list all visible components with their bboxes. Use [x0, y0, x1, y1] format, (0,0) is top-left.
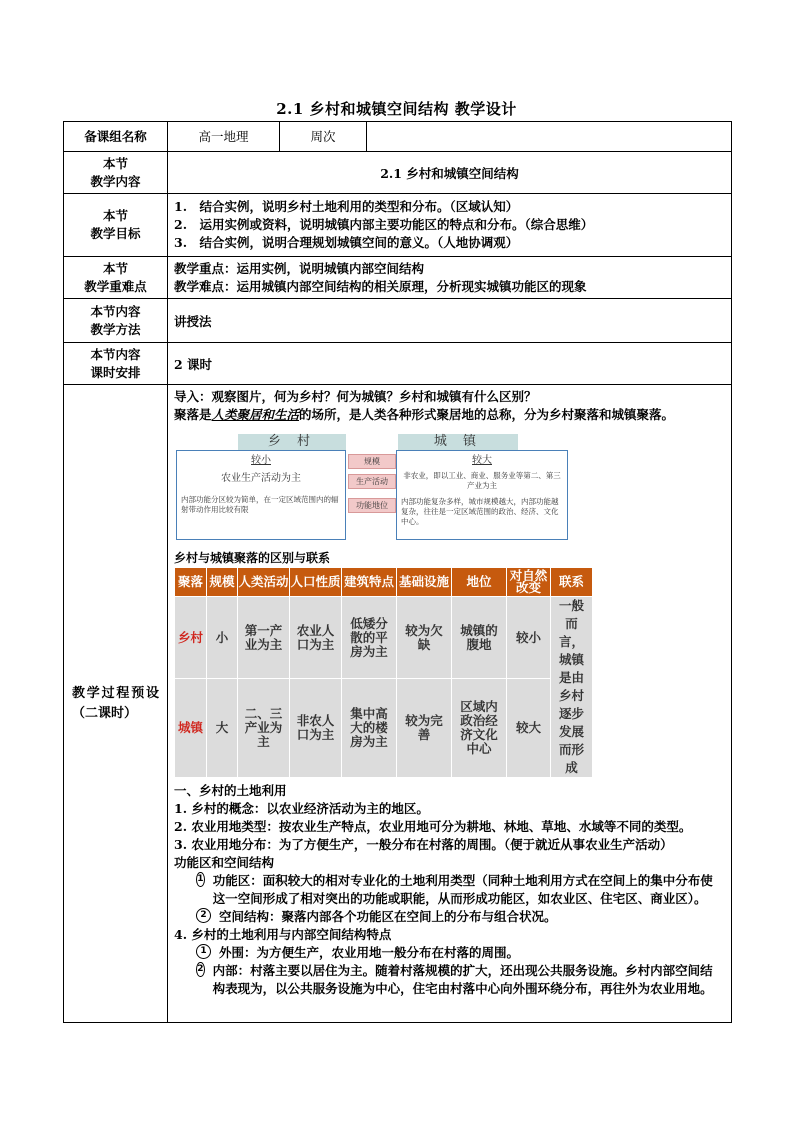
mid-label: 规模: [348, 454, 396, 469]
comparison-table: [174, 567, 593, 778]
table-cell: 大: [207, 679, 238, 778]
table-row: [175, 679, 593, 778]
table-cell: 二、三产业为主: [238, 679, 290, 778]
table-header: 基础设施: [397, 568, 452, 597]
mid-label: 生产活动: [348, 474, 396, 489]
subheading: 功能区和空间结构: [174, 855, 275, 870]
group-label: 备课组名称: [64, 122, 168, 152]
table-header: 人口性质: [290, 568, 342, 597]
table-header: 聚落: [175, 568, 207, 597]
table-cell-link: 一般而言，城镇是由乡村逐步发展而形成: [551, 597, 593, 778]
intro-text: 导入：观察图片，何为乡村？何为城镇？乡村和城镇有什么区别？: [174, 389, 537, 404]
paragraph: 1. 乡村的概念：以农业经济活动为主的地区。: [174, 801, 429, 816]
table-header: 建筑特点: [342, 568, 397, 597]
village-title: 乡 村: [238, 434, 346, 450]
table-cell: 较为完善: [397, 679, 452, 778]
table-header: 人类活动: [238, 568, 290, 597]
week-label: 周次: [280, 122, 367, 152]
mid-label: 功能地位: [348, 498, 396, 513]
process-content: [168, 385, 732, 1023]
keypoint-item: 教学重点：运用实例，说明城镇内部空间结构: [174, 260, 425, 276]
table-header: 联系: [551, 568, 593, 597]
table-header: 对自然改变: [507, 568, 551, 597]
goal-item: 1. 结合实例，说明乡村土地利用的类型和分布。（区域认知）: [174, 199, 519, 214]
process-label: 教学过程预设（二课时）: [64, 385, 168, 1023]
table-cell: 较为欠缺: [397, 597, 452, 679]
group-value: 高一地理: [168, 122, 280, 152]
document-title: 2.1 乡村和城镇空间结构 教学设计: [276, 100, 517, 118]
table-cell: 区域内政治经济文化中心: [452, 679, 507, 778]
methods-value: 讲授法: [168, 299, 732, 343]
table-cell: 集中高大的楼房为主: [342, 679, 397, 778]
keypoints-label: 本节 教学重难点: [64, 257, 168, 299]
table-header: 地位: [452, 568, 507, 597]
village-town-diagram: [176, 434, 568, 542]
schedule-value: 2 课时: [168, 343, 732, 385]
circle-number: 1: [196, 872, 205, 887]
week-value: [367, 122, 732, 152]
numbered-item: 2 内部：村落主要以居住为主。随着村落规模的扩大，还出现公共服务设施。乡村内部空间结构表现为，以公共服务设施为中心，住宅由村落中心向外围环绕分布，再往外为农业用地。: [197, 963, 713, 996]
schedule-label: 本节内容 课时安排: [64, 343, 168, 385]
goals-list: [168, 194, 732, 257]
table-header-row: [175, 568, 593, 597]
table-cell: 较小: [507, 597, 551, 679]
content-value: 2.1 乡村和城镇空间结构: [168, 152, 732, 194]
numbered-item: 2 空间结构：聚落内部各个功能区在空间上的分布与组合状况。: [174, 908, 725, 926]
circle-number: 2: [196, 962, 205, 977]
table-cell: 城镇的腹地: [452, 597, 507, 679]
settlement-definition: 聚落是人类聚居和生活的场所，是人类各种形式聚居地的总称，分为乡村聚落和城镇聚落。: [174, 407, 675, 422]
paragraph: 4. 乡村的土地利用与内部空间结构特点: [174, 927, 392, 942]
content-label: 本节 教学内容: [64, 152, 168, 194]
numbered-item: 1 外围：为方便生产，农业用地一般分布在村落的周围。: [174, 944, 725, 962]
numbered-item: 1 功能区：面积较大的相对专业化的土地利用类型（同种土地利用方式在空间上的集中分布使这一空间形成了相对突出的功能或职能，从而形成功能区，如农业区、住宅区、商业区）。: [197, 873, 713, 906]
table-caption: 乡村与城镇聚落的区别与联系: [174, 551, 331, 565]
keypoints-list: [168, 257, 732, 299]
town-box: 较大 非农业，即以工业、商业、服务业等第二、第三产业为主 内部功能复杂多样，城市规模越大，内部功能越复杂，往往是一定区域范围的政治、经济、文化中心。: [396, 450, 568, 540]
table-cell: 乡村: [175, 597, 207, 679]
town-title: 城 镇: [398, 434, 518, 450]
goals-label: 本节 教学目标: [64, 194, 168, 257]
table-cell: 非农人口为主: [290, 679, 342, 778]
table-cell: 城镇: [175, 679, 207, 778]
keypoint-item: 教学难点：运用城镇内部空间结构的相关原理，分析现实城镇功能区的现象: [174, 278, 587, 294]
lesson-plan-table: [63, 121, 732, 1023]
circle-number: 1: [196, 944, 211, 959]
table-row: [175, 597, 593, 679]
village-box: 较小 农业生产活动为主 内部功能分区较为简单，在一定区域范围内的辐射带动作用比较有限: [176, 450, 346, 540]
goal-item: 3. 结合实例，说明合理规划城镇空间的意义。（人地协调观）: [174, 235, 519, 250]
methods-label: 本节内容 教学方法: [64, 299, 168, 343]
table-cell: 小: [207, 597, 238, 679]
table-cell: 低矮分散的平房为主: [342, 597, 397, 679]
circle-number: 2: [196, 908, 211, 923]
table-cell: 较大: [507, 679, 551, 778]
table-cell: 第一产业为主: [238, 597, 290, 679]
table-cell: 农业人口为主: [290, 597, 342, 679]
goal-item: 2. 运用实例或资料，说明城镇内部主要功能区的特点和分布。（综合思维）: [174, 217, 594, 232]
paragraph: 3. 农业用地分布：为了方便生产，一般分布在村落的周围。（便于就近从事农业生产活动）: [174, 837, 673, 852]
table-header: 规模: [207, 568, 238, 597]
section-heading: 一、乡村的土地利用: [174, 783, 287, 798]
paragraph: 2. 农业用地类型：按农业生产特点，农业用地可分为耕地、林地、草地、水域等不同的类型。: [174, 819, 692, 834]
